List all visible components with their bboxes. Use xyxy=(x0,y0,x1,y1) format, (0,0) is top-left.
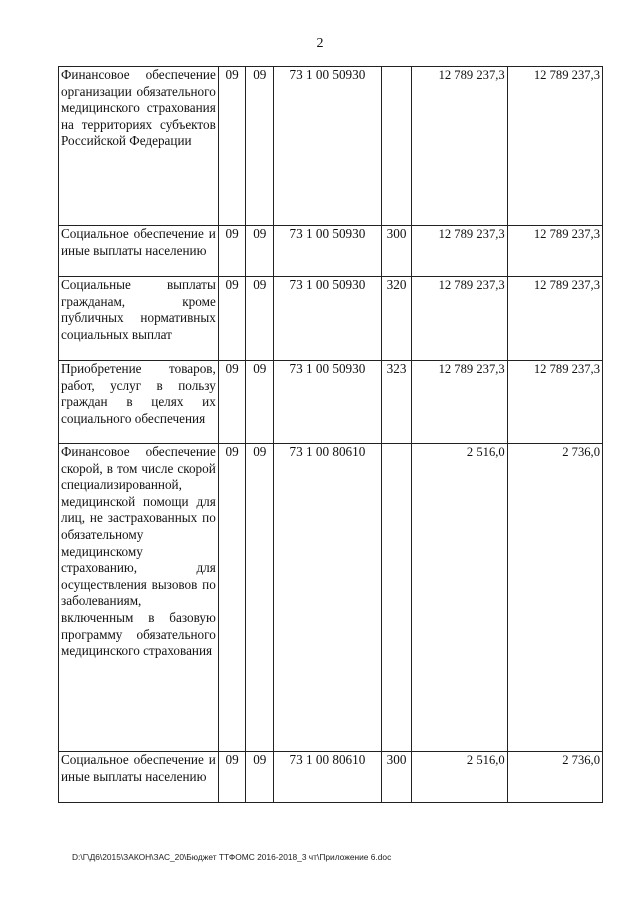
cell-target-code: 73 1 00 80610 xyxy=(274,752,382,803)
table-row xyxy=(59,226,603,277)
cell-name: Социальное обеспечение и иные выплаты населению xyxy=(59,752,219,803)
cell-amount-year1: 12 789 237,3 xyxy=(412,226,507,277)
cell-name: Финансовое обеспечение организации обязательного медицинского страхования на территориях субъектов Российской Федерации xyxy=(59,67,219,226)
cell-target-code: 73 1 00 50930 xyxy=(274,361,382,444)
cell-amount-year1: 12 789 237,3 xyxy=(412,361,507,444)
table-row xyxy=(59,752,603,803)
cell-subsection: 09 xyxy=(246,67,274,226)
cell-section: 09 xyxy=(218,67,246,226)
cell-subsection: 09 xyxy=(246,752,274,803)
page-number: 2 xyxy=(316,36,324,51)
cell-amount-year1: 2 516,0 xyxy=(412,444,507,752)
cell-expense-type xyxy=(381,444,412,752)
cell-target-code: 73 1 00 50930 xyxy=(274,226,382,277)
cell-amount-year1: 12 789 237,3 xyxy=(412,277,507,361)
cell-expense-type xyxy=(381,67,412,226)
table-row xyxy=(59,67,603,226)
cell-name: Приобретение товаров, работ, услуг в пользу граждан в целях их социального обеспечения xyxy=(59,361,219,444)
cell-amount-year2: 12 789 237,3 xyxy=(507,226,602,277)
file-path-footer: D:\Г\Д6\2015\ЗАКОН\ЗАС_20\Бюджет ТТФОМС 2016-2018_3 чт\Приложение 6.doc xyxy=(72,852,392,862)
cell-subsection: 09 xyxy=(246,226,274,277)
cell-section: 09 xyxy=(218,752,246,803)
cell-amount-year2: 2 736,0 xyxy=(507,444,602,752)
budget-table xyxy=(58,66,603,803)
cell-subsection: 09 xyxy=(246,444,274,752)
cell-section: 09 xyxy=(218,277,246,361)
cell-section: 09 xyxy=(218,361,246,444)
cell-amount-year1: 2 516,0 xyxy=(412,752,507,803)
cell-subsection: 09 xyxy=(246,361,274,444)
cell-subsection: 09 xyxy=(246,277,274,361)
cell-name: Социальное обеспечение и иные выплаты населению xyxy=(59,226,219,277)
cell-target-code: 73 1 00 80610 xyxy=(274,444,382,752)
table-row xyxy=(59,444,603,752)
cell-amount-year2: 12 789 237,3 xyxy=(507,67,602,226)
cell-expense-type: 320 xyxy=(381,277,412,361)
cell-amount-year2: 2 736,0 xyxy=(507,752,602,803)
cell-expense-type: 300 xyxy=(381,752,412,803)
cell-target-code: 73 1 00 50930 xyxy=(274,67,382,226)
cell-expense-type: 300 xyxy=(381,226,412,277)
cell-section: 09 xyxy=(218,226,246,277)
cell-expense-type: 323 xyxy=(381,361,412,444)
cell-section: 09 xyxy=(218,444,246,752)
cell-name: Социальные выплаты гражданам, кроме публичных нормативных социальных выплат xyxy=(59,277,219,361)
cell-amount-year2: 12 789 237,3 xyxy=(507,277,602,361)
cell-target-code: 73 1 00 50930 xyxy=(274,277,382,361)
cell-amount-year2: 12 789 237,3 xyxy=(507,361,602,444)
table-row xyxy=(59,361,603,444)
cell-amount-year1: 12 789 237,3 xyxy=(412,67,507,226)
cell-name: Финансовое обеспечение скорой, в том числе скорой специализированной, медицинской помощи для лиц, не застрахованных по обязательному медицинскому страхованию, для осуществления вызовов по заболеваниям, включенным в базовую программу обязательного медицинского страхования xyxy=(59,444,219,752)
table-row xyxy=(59,277,603,361)
